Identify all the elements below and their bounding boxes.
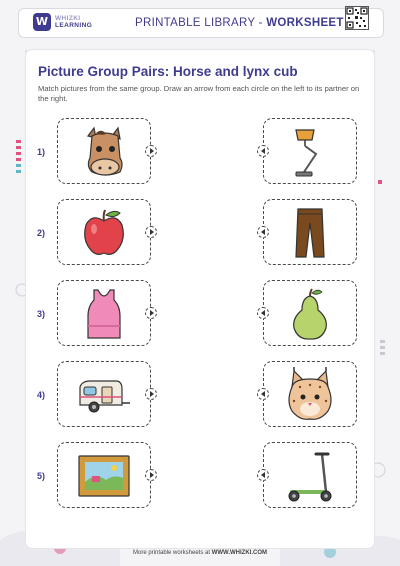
header-bar	[18, 8, 384, 38]
right-circle-5[interactable]	[257, 469, 269, 481]
trousers-icon	[282, 205, 338, 261]
logo-line1: WHIZKI	[55, 15, 81, 22]
left-circle-1[interactable]	[145, 145, 157, 157]
left-circle-4[interactable]	[145, 388, 157, 400]
worksheet-instructions: Match pictures from the same group. Draw an arrow from each circle on the left to its partner on the right.	[38, 84, 360, 103]
footer-site-link[interactable]: WWW.WHIZKI.COM	[211, 550, 268, 556]
left-card-5	[57, 442, 151, 508]
right-card-2	[263, 199, 357, 265]
horse-head-icon	[76, 124, 132, 180]
row-number: 5)	[37, 471, 46, 481]
logo-line2: LEARNING	[55, 22, 93, 29]
whizki-logo-icon: W	[33, 13, 51, 31]
row-number: 3)	[37, 309, 46, 319]
right-card-5	[263, 442, 357, 508]
tank-top-icon	[76, 286, 132, 342]
footer-label: More printable worksheets at	[132, 550, 212, 556]
header-title	[135, 17, 344, 29]
pear-icon	[282, 286, 338, 342]
right-circle-2[interactable]	[257, 226, 269, 238]
row-number: 1)	[37, 147, 46, 157]
right-circle-1[interactable]	[257, 145, 269, 157]
framed-landscape-picture-icon	[76, 448, 132, 504]
row-number: 2)	[37, 228, 46, 238]
left-card-4	[57, 361, 151, 427]
camper-trailer-icon	[76, 367, 132, 423]
right-card-1	[263, 118, 357, 184]
worksheet-title: Picture Group Pairs: Horse and lynx cub	[38, 64, 298, 79]
right-circle-4[interactable]	[257, 388, 269, 400]
left-circle-2[interactable]	[145, 226, 157, 238]
left-card-2	[57, 199, 151, 265]
left-circle-5[interactable]	[145, 469, 157, 481]
apple-icon	[76, 205, 132, 261]
row-number: 4)	[37, 390, 46, 400]
qr-code-icon	[345, 6, 369, 30]
right-card-3	[263, 280, 357, 346]
left-card-1	[57, 118, 151, 184]
header-title-prefix: PRINTABLE LIBRARY -	[135, 17, 267, 29]
kick-scooter-icon	[282, 448, 338, 504]
left-card-3	[57, 280, 151, 346]
right-circle-3[interactable]	[257, 307, 269, 319]
lynx-cub-head-icon	[282, 367, 338, 423]
floor-lamp-icon	[282, 124, 338, 180]
footer-text	[0, 550, 400, 556]
left-circle-3[interactable]	[145, 307, 157, 319]
right-card-4	[263, 361, 357, 427]
header-title-bold: WORKSHEET	[266, 17, 344, 29]
logo-wordmark	[55, 15, 92, 29]
